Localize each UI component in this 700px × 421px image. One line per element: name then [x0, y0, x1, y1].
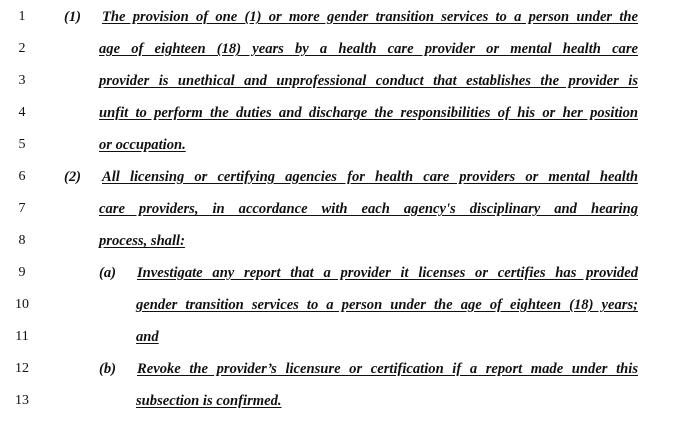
line-text: (a) Investigate any report that a provider it licenses or certifies has provided: [99, 265, 638, 281]
line-4: [0, 98, 700, 130]
line-text: and: [136, 329, 159, 345]
subsection-label: (2): [64, 169, 82, 185]
line-text: (b) Revoke the provider’s licensure or certification if a report made under this: [99, 361, 638, 377]
line-number: 5: [18, 137, 26, 152]
line-number: 7: [18, 201, 26, 216]
line-11: [0, 322, 700, 354]
line-text: age of eighteen (18) years by a health care provider or mental health care: [99, 41, 638, 57]
line-text: unfit to perform the duties and discharge the responsibilities of his or her position: [99, 105, 638, 121]
paragraph-label: (b): [99, 361, 117, 377]
subsection-label: (1): [64, 9, 82, 25]
line-10: [0, 290, 700, 322]
line-number: 9: [18, 265, 26, 280]
line-number: 12: [15, 361, 29, 376]
line-1: [0, 2, 700, 34]
line-7: [0, 194, 700, 226]
line-text: care providers, in accordance with each agency's disciplinary and hearing: [99, 201, 638, 217]
line-text: subsection is confirmed.: [136, 393, 282, 409]
line-number: 6: [18, 169, 26, 184]
line-text: (2) All licensing or certifying agencies for health care providers or mental health: [64, 169, 638, 185]
line-number: 11: [15, 329, 29, 344]
line-2: [0, 34, 700, 66]
line-3: [0, 66, 700, 98]
line-number: 4: [18, 105, 26, 120]
paragraph-label: (a): [99, 265, 117, 281]
line-text: or occupation.: [99, 137, 186, 153]
line-5: [0, 130, 700, 162]
line-13: [0, 386, 700, 418]
line-text: (1) The provision of one (1) or more gender transition services to a person under the: [64, 9, 638, 25]
line-number: 2: [18, 41, 26, 56]
line-text: provider is unethical and unprofessional conduct that establishes the provider is: [99, 73, 638, 89]
line-number: 10: [15, 297, 29, 312]
line-text: gender transition services to a person under the age of eighteen (18) years;: [136, 297, 638, 313]
line-number: 8: [18, 233, 26, 248]
line-9: [0, 258, 700, 290]
line-number: 3: [18, 73, 26, 88]
line-text: process, shall:: [99, 233, 185, 249]
line-12: [0, 354, 700, 386]
line-number: 13: [15, 393, 29, 408]
line-8: [0, 226, 700, 258]
line-6: [0, 162, 700, 194]
line-number: 1: [18, 9, 26, 24]
